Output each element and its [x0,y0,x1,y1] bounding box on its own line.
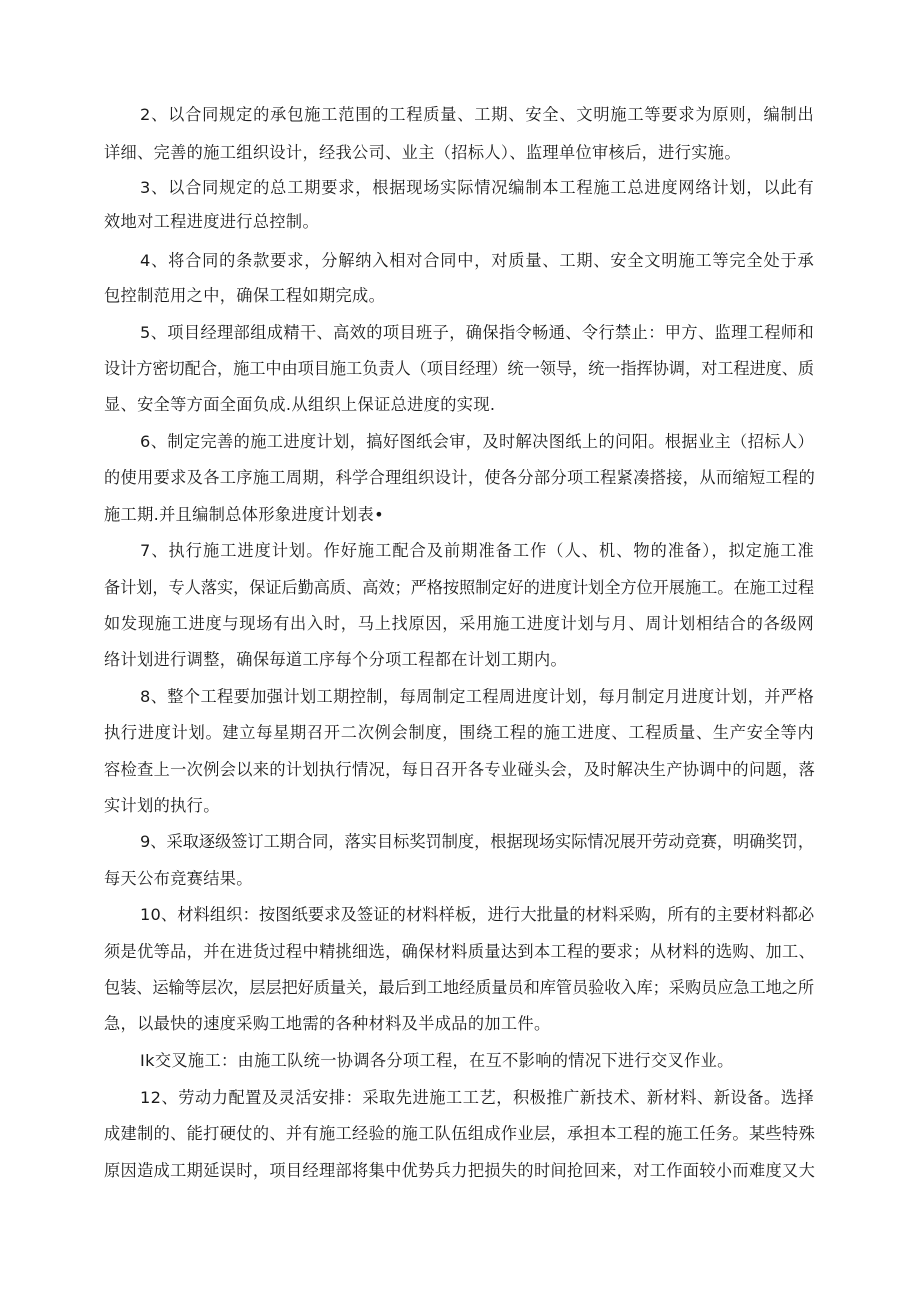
paragraph-line: 效地对工程进度进行总控制。 [104,212,319,231]
paragraph-line: 容检查上一次例会以来的计划执行情况，每日召开各专业碰头会，及时解决生产协调中的问题，落 [104,760,816,779]
paragraph-line: 4、将合同的条款要求，分解纳入相对合同中，对质量、工期、安全文明施工等完全处于承 [140,251,814,270]
paragraph-line: 8、整个工程要加强计划工期控制，每周制定工程周进度计划，每月制定月进度计划，并严格 [140,687,814,706]
paragraph-line: 包装、运输等层次，层层把好质量关，最后到工地经质量员和库管员验收入库；采购员应急工地之所 [104,978,815,997]
paragraph-line: Ik交叉施工：由施工队统一协调各分项工程，在互不影响的情况下进行交叉作业。 [140,1051,734,1070]
paragraph-line: 实计划的执行。 [104,796,220,815]
paragraph-line: 12、劳动力配置及灵活安排：采取先进施工工艺，积极推广新技术、新材料、新设备。选择 [140,1088,814,1107]
paragraph-line: 7、执行施工进度计划。作好施工配合及前期准备工作（人、机、物的准备），拟定施工准 [140,541,814,560]
paragraph-line: 备计划，专人落实，保证后勤高质、高效；严格按照制定好的进度计划全方位开展施工。在施工过程 [104,578,815,597]
paragraph-line: 如发现施工进度与现场有出入时，马上找原因，采用施工进度计划与月、周计划相结合的各级网 [104,614,814,633]
paragraph-line: 设计方密切配合，施工中由项目施工负责人（项目经理）统一领导，统一指挥协调，对工程进度、质 [104,359,815,378]
paragraph-line: 9、采取逐级签订工期合同，落实目标奖罚制度，根据现场实际情况展开劳动竞赛，明确奖罚， [140,832,814,851]
paragraph-line: 急，以最快的速度采购工地需的各种材料及半成品的加工件。 [104,1014,551,1033]
paragraph-line: 显、安全等方面全面负成.从组织上保证总进度的实现. [104,395,496,414]
paragraph-line: 10、材料组织：按图纸要求及签证的材料样板，进行大批量的材料采购，所有的主要材料都必 [140,905,815,924]
paragraph-line: 5、项目经理部组成精干、高效的项目班子，确保指令畅通、令行禁止：甲方、监理工程师和 [140,323,814,342]
paragraph-line: 3、以合同规定的总工期要求，根据现场实际情况编制本工程施工总进度网络计划，以此有 [140,178,814,197]
paragraph-line: 成建制的、能打硬仗的、并有施工经验的施工队伍组成作业层，承担本工程的施工任务。某些特殊 [104,1124,816,1143]
paragraph-line: 2、以合同规定的承包施工范围的工程质量、工期、安全、文明施工等要求为原则，编制出 [140,105,814,124]
paragraph-line: 包控制范用之中，确保工程如期完成。 [104,286,386,305]
paragraph-line: 原因造成工期延误时，项目经理部将集中优势兵力把损失的时间抢回来，对工作面较小而难度又大 [104,1161,816,1180]
paragraph-line: 执行进度计划。建立每星期召开二次例会制度，围绕工程的施工进度、工程质量、生产安全等内 [104,723,814,742]
paragraph-line: 施工期.并且编制总体形象进度计划表• [104,505,384,524]
paragraph-line: 的使用要求及各工序施工周期，科学合理组织设计，使各分部分项工程紧凑搭接，从而缩短工程的 [104,468,816,487]
paragraph-line: 络计划进行调整，确保毎道工序每个分项工程都在计划工期内。 [104,650,568,669]
paragraph-line: 6、制定完善的施工进度计划，搞好图纸会审，及时解决图纸上的问阳。根据业主（招标人） [140,432,814,451]
paragraph-line: 须是优等品，并在进货过程中精挑细选，确保材料质量达到本工程的要求；从材料的选购、加工、 [104,942,816,961]
paragraph-line: 详细、完善的施工组织设计，经我公司、业主（招标人）、监理单位审核后，进行实施。 [104,143,741,162]
paragraph-line: 每天公布竞赛结果。 [104,869,253,888]
